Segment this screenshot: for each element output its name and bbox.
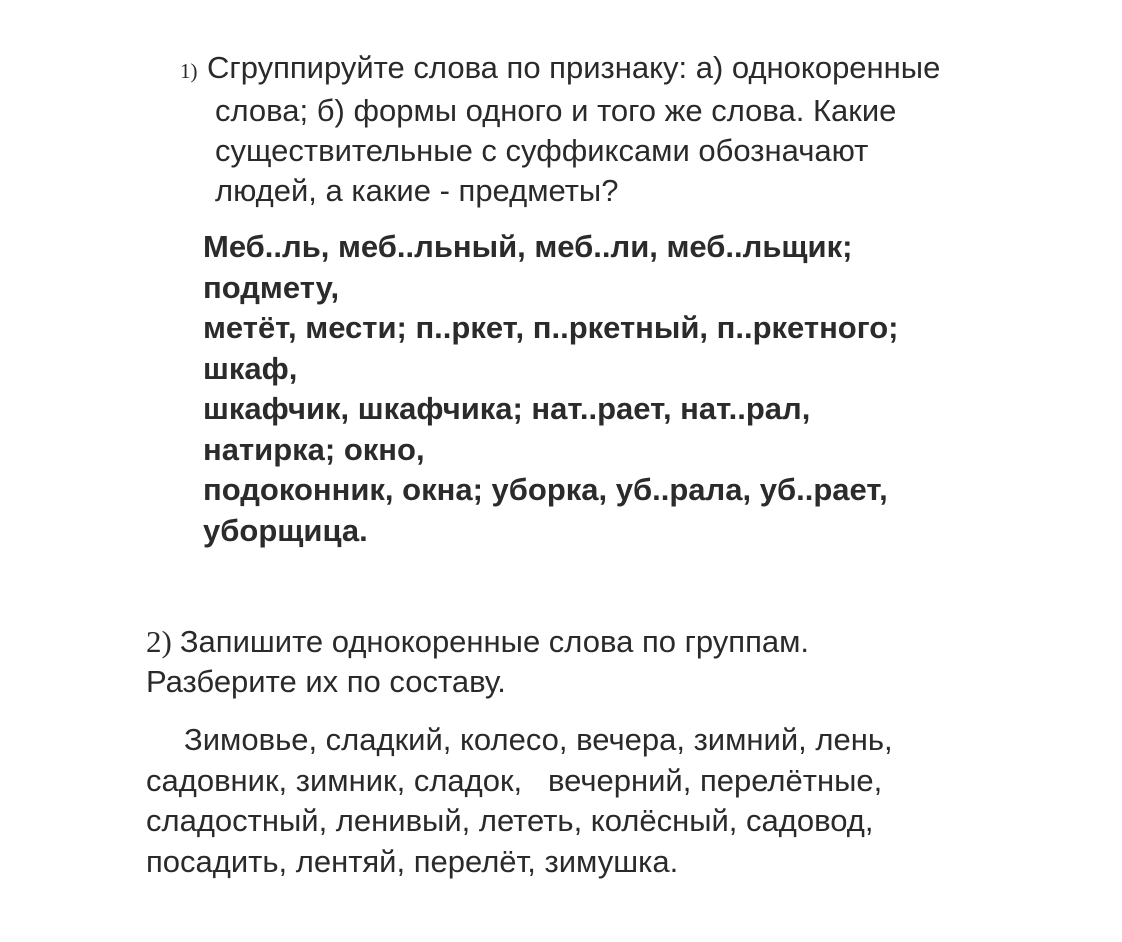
word-line: садовник, зимник, сладок, вечерний, перелётные, (146, 762, 883, 798)
task-1 (180, 48, 1080, 551)
word-line: подоконник, окна; уборка, уб..рала, уб..рает, (203, 472, 888, 507)
word-line: шкаф, (203, 350, 298, 386)
word-line: подмету, (203, 269, 340, 305)
task-1-word-list (203, 227, 1080, 551)
task-1-instruction-line: слова; б) формы одного и того же слова. Какие (215, 93, 897, 128)
task-2-instruction-line: Запишите однокоренные слова по группам. (179, 624, 810, 659)
word-line: метёт, мести; п..ркет, п..ркетный, п..ркетного; (203, 310, 899, 345)
task-1-instruction-line: людей, а какие - предметы? (215, 173, 619, 208)
task-2-instruction (146, 622, 1086, 702)
task-1-instruction (180, 48, 1080, 211)
task-2 (146, 622, 1086, 882)
word-line: уборщица. (203, 512, 368, 548)
task-1-instruction-line: существительные с суффиксами обозначают (215, 133, 869, 168)
word-line: сладостный, ленивый, лететь, колёсный, садовод, (146, 803, 874, 838)
task-1-number: 1) (180, 59, 198, 83)
word-line: Меб..ль, меб..льный, меб..ли, меб..льщик; (203, 229, 853, 264)
word-line: натирка; окно, (203, 431, 425, 467)
task-1-instruction-line: Сгруппируйте слова по признаку: а) однокоренные (207, 50, 941, 85)
word-line: посадить, лентяй, перелёт, зимушка. (146, 843, 679, 879)
word-line: шкафчик, шкафчика; нат..рает, нат..рал, (203, 391, 811, 426)
task-2-instruction-line: Разберите их по составу. (146, 664, 506, 699)
task-2-word-list (146, 720, 1086, 882)
word-line: Зимовье, сладкий, колесо, вечера, зимний, лень, (184, 722, 893, 757)
task-2-number: 2) (146, 624, 172, 659)
